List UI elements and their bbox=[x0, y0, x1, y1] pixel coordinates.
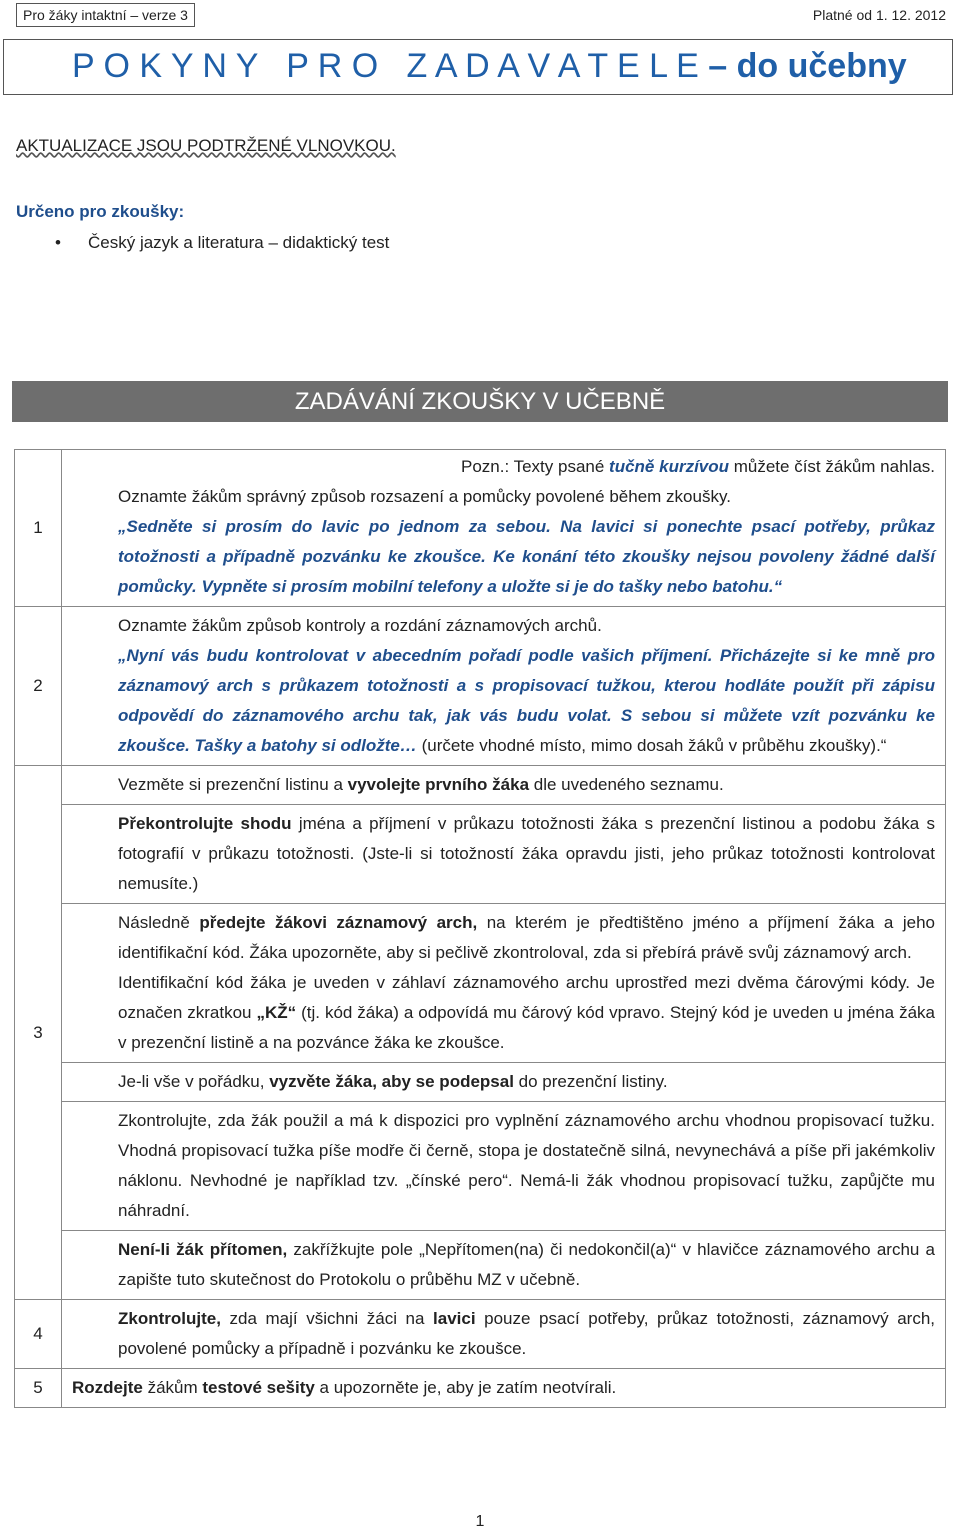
update-note: AKTUALIZACE JSOU PODTRŽENÉ VLNOVKOU. bbox=[16, 136, 396, 155]
page-title bbox=[72, 44, 907, 88]
step1-intro: Oznamte žákům správný způsob rozsazení a pomůcky povolené během zkoušky. bbox=[118, 487, 731, 506]
table-row bbox=[15, 1300, 946, 1369]
step3-p6: Zkontrolujte, zda žák použil a má k dispozici pro vyplnění záznamového archu vhodnou propisovací tužku. Vhodná propisovací tužka píše modře či černě, stopa je dostatečně silná, nevynechává a píše při jakémkoliv náklonu. Nevhodné je například tzv. „čínské pero“. Nemá-li žák vhodnou propisovací tužku, zapůjčte mu náhradní. bbox=[62, 1102, 946, 1231]
table-row bbox=[15, 766, 946, 805]
steps-table bbox=[14, 449, 946, 1408]
step2-body bbox=[62, 607, 946, 766]
title-spaced: P O K Y N Y P R O Z A D A V A T E L E bbox=[72, 47, 699, 85]
section-banner: ZADÁVÁNÍ ZKOUŠKY V UČEBNĚ bbox=[12, 381, 948, 422]
table-row bbox=[15, 1102, 946, 1231]
step3-p1: Vezměte si prezenční listinu a vyvolejte prvního žáka dle uvedeného seznamu. bbox=[62, 766, 946, 805]
step5-body: Rozdejte žákům testové sešity a upozorněte je, aby je zatím neotvírali. bbox=[62, 1369, 946, 1408]
page-number: 1 bbox=[475, 1513, 485, 1530]
table-row bbox=[15, 904, 946, 1063]
step-number: 5 bbox=[15, 1369, 62, 1408]
step-number: 2 bbox=[15, 607, 62, 766]
step4-body: Zkontrolujte, zda mají všichni žáci na lavici pouze psací potřeby, průkaz totožnosti, záznamový arch, povolené pomůcky a případně i pozvánku ke zkoušce. bbox=[62, 1300, 946, 1369]
step-number: 1 bbox=[15, 450, 62, 607]
table-row bbox=[15, 607, 946, 766]
step2-speech: „Nyní vás budu kontrolovat v abecedním pořadí podle vašich příjmení. Přicházejte si ke mně pro záznamový arch s průkazem totožnosti a s propisovací tužkou, kterou hodláte použít při zápisu odpovědí do záznamového archu tak, jak vás budu volat. S sebou si můžete vzít pozvánku ke zkoušce. Tašky a batohy si odložte… bbox=[118, 646, 935, 755]
table-row bbox=[15, 1063, 946, 1102]
table-row bbox=[15, 482, 946, 607]
table-row bbox=[15, 450, 946, 483]
note-cell: Pozn.: Texty psané tučně kurzívou můžete číst žákům nahlas. bbox=[62, 450, 946, 483]
step-number: 3 bbox=[15, 766, 62, 1300]
table-row bbox=[15, 1369, 946, 1408]
intended-for-label: Určeno pro zkoušky: bbox=[16, 202, 185, 221]
bullet-icon: • bbox=[55, 233, 61, 252]
step3-p7: Není-li žák přítomen, zakřížkujte pole „Nepřítomen(na) či nedokončil(a)“ v hlavičce záznamového archu a zapište tuto skutečnost do Protokolu o průběhu MZ v učebně. bbox=[62, 1231, 946, 1300]
step2-tail: (určete vhodné místo, mimo dosah žáků v průběhu zkoušky).“ bbox=[416, 736, 887, 755]
step3-p3: Následně předejte žákovi záznamový arch, na kterém je předtištěno jméno a příjmení žáka a jeho identifikační kód. Žáka upozorněte, aby si pečlivě zkontroloval, zda si přebírá právě svůj záznamový arch. Identifikační kód žáka je uveden v záhlaví záznamového archu uprostřed mezi dvěma čárovými kódy. Je označen zkratkou „KŽ“ (tj. kód žáka) a odpovídá mu čárový kód vpravo. Stejný kód je uveden u jména žáka v prezenční listině a na pozvánce žáka ke zkoušce. bbox=[62, 904, 946, 1063]
table-row bbox=[15, 1231, 946, 1300]
table-row bbox=[15, 805, 946, 904]
header-valid-from: Platné od 1. 12. 2012 bbox=[812, 7, 946, 23]
step2-intro: Oznamte žákům způsob kontroly a rozdání záznamových archů. bbox=[118, 616, 602, 635]
step-number: 4 bbox=[15, 1300, 62, 1369]
title-rest: – do učebny bbox=[698, 47, 907, 85]
step3-p2: Překontrolujte shodu jména a příjmení v průkazu totožnosti žáka s prezenční listinou a podobu žáka s fotografií v průkazu totožnosti. (Jste-li si totožností žáka opravdu jisti, jeho průkaz totožnosti kontrolovat nemusíte.) bbox=[62, 805, 946, 904]
step3-p5: Je-li vše v pořádku, vyzvěte žáka, aby se podepsal do prezenční listiny. bbox=[62, 1063, 946, 1102]
subject-item: Český jazyk a literatura – didaktický test bbox=[88, 233, 390, 252]
note-bold-italic: tučně kurzívou bbox=[609, 457, 730, 476]
step1-speech: „Sedněte si prosím do lavic po jednom za sebou. Na lavici si ponechte psací potřeby, průkaz totožnosti a případně pozvánku ke zkoušce. Ke konání této zkoušky nejsou povoleny žádné další pomůcky. Vypněte si prosím mobilní telefony a uložte si je do tašky nebo batohu.“ bbox=[118, 517, 935, 596]
step1-body bbox=[62, 482, 946, 607]
header-version: Pro žáky intaktní – verze 3 bbox=[16, 3, 195, 27]
